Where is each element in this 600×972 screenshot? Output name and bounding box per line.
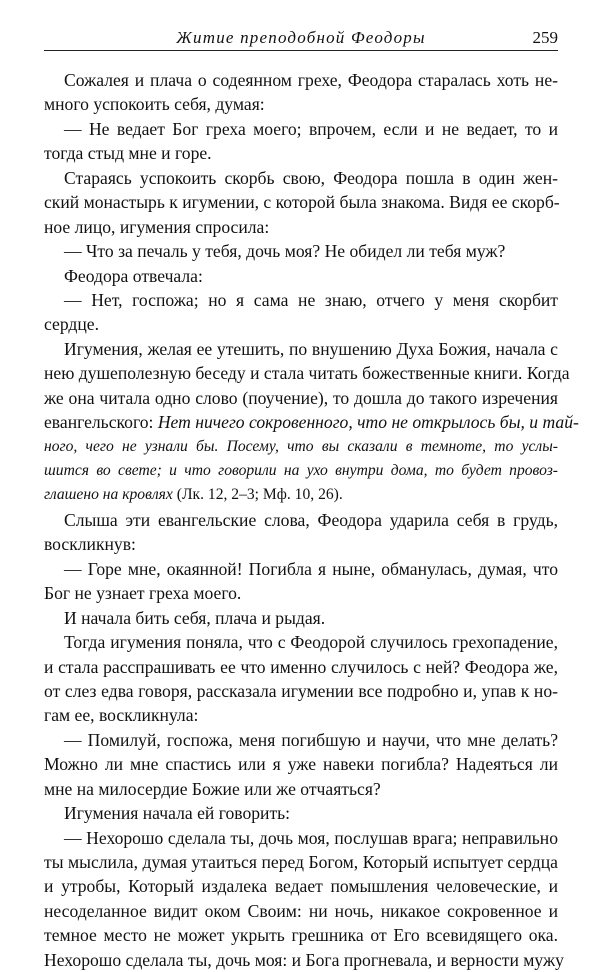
text-line — [44, 826, 558, 850]
running-title: Житие преподобной Феодоры — [176, 28, 426, 47]
text-line — [44, 361, 570, 385]
text-line — [44, 948, 564, 972]
text-line — [44, 899, 558, 923]
text-line — [44, 264, 558, 288]
text-span: Сожалея и плача о содеянном грехе, Феодора старалась хоть не- — [64, 70, 558, 90]
text-span: евангельского: — [44, 412, 158, 433]
text-span: Нехорошо сделала ты, дочь моя: и Бога прогневала, и верности мужу — [44, 949, 564, 970]
scripture-quote: глашено на кровлях — [44, 486, 173, 504]
text-line — [44, 435, 558, 459]
page-number: 259 — [532, 28, 558, 47]
running-header — [44, 28, 558, 51]
text-span: (Лк. 12, 2–3; Мф. 10, 26). — [172, 486, 343, 504]
text-line — [44, 679, 558, 703]
text-span: много успокоить себя, думая: — [44, 94, 265, 115]
text-line — [44, 777, 558, 801]
text-span: Можно ли мне спастись или я уже навеки погибла? Надеяться ли — [44, 754, 558, 775]
text-span: ский монастырь к игумении, с которой была знакома. Видя ее скорб- — [44, 192, 560, 213]
text-line — [44, 801, 558, 825]
text-span: нею душеполезную беседу и стала читать божественные книги. Когда — [44, 363, 570, 384]
text-line — [44, 703, 558, 727]
text-span: Игумения начала ей говорить: — [64, 803, 291, 824]
text-line — [44, 68, 558, 92]
text-span: — Нет, госпожа; но я сама не знаю, отчего у меня скорбит — [64, 289, 558, 310]
text-line — [44, 483, 558, 507]
text-span: Феодора отвечала: — [64, 265, 203, 286]
scripture-quote: ного, чего не узнали бы. Посему, что вы сказали в темноте, то услы- — [44, 437, 558, 455]
text-span: — Не ведает Бог греха моего; впрочем, если и не ведает, то и — [64, 118, 558, 139]
text-line — [44, 630, 558, 654]
text-line — [44, 874, 558, 898]
text-line — [44, 752, 558, 776]
text-span: воскликнув: — [44, 534, 136, 555]
text-span: ное лицо, игумения спросила: — [44, 216, 270, 237]
text-span: же она читала одно слово (поучение), то дошла до такого изречения — [44, 387, 558, 408]
text-line — [44, 312, 558, 336]
text-line — [44, 288, 558, 312]
scripture-quote: Нет ничего сокровенного, что не открылось бы, и тай- — [157, 412, 579, 433]
text-span: и стала расспрашивать ее что именно случилось с ней? Феодора же, — [44, 656, 558, 677]
text-line — [44, 337, 558, 361]
text-span: несоделанное видит оком Своим: ни ночь, никакое сокровенное и — [44, 900, 558, 921]
text-line — [44, 606, 558, 630]
text-span: сердце. — [44, 314, 99, 335]
text-line — [44, 239, 558, 263]
text-span: Игумения, желая ее утешить, по внушению Духа Божия, начала с — [64, 338, 558, 359]
text-span: гам ее, воскликнула: — [44, 705, 199, 726]
text-span: от слез едва говоря, рассказала игумении все подробно и, упав к но- — [44, 680, 558, 701]
text-span: мне на милосердие Божие или же отчаяться? — [44, 778, 381, 799]
text-span: — Что за печаль у тебя, дочь моя? Не обидел ли тебя муж? — [64, 241, 506, 262]
text-line — [44, 557, 558, 581]
body-text — [44, 68, 579, 972]
text-span: — Помилуй, госпожа, меня погибшую и научи, что мне делать? — [64, 729, 558, 750]
text-line — [44, 215, 558, 239]
text-span: тогда стыд мне и горе. — [44, 143, 212, 164]
text-span: темное место не может укрыть грешника от Его всевидящего ока. — [44, 925, 558, 946]
text-span: ты мыслила, думая утаиться перед Богом, Который испытует сердца — [44, 852, 558, 872]
text-line — [44, 141, 558, 165]
text-span: — Нехорошо сделала ты, дочь моя, послушав врага; неправильно — [64, 827, 558, 848]
text-span: Тогда игумения поняла, что с Феодорой случилось грехопадение, — [64, 632, 558, 653]
text-line — [44, 410, 579, 434]
text-line — [44, 508, 558, 532]
text-span: Бог не узнает греха моего. — [44, 583, 242, 604]
text-span: — Горе мне, окаянной! Погибла я ныне, обманулась, думая, что — [64, 558, 558, 579]
text-line — [44, 190, 558, 214]
text-span: И начала бить себя, плача и рыдая. — [64, 607, 326, 628]
text-span: Стараясь успокоить скорбь свою, Феодора пошла в один жен- — [64, 167, 558, 188]
text-line — [44, 166, 558, 190]
text-line — [44, 459, 558, 483]
text-line — [44, 923, 558, 947]
text-line — [44, 532, 558, 556]
scripture-quote: шится во свете; и что говорили на ухо внутри дома, то будет провоз- — [44, 462, 558, 479]
text-line — [44, 655, 558, 679]
text-line — [44, 728, 558, 752]
text-line — [44, 117, 558, 141]
text-line — [44, 386, 558, 410]
text-line — [44, 581, 558, 605]
text-line — [44, 850, 558, 874]
text-span: Слыша эти евангельские слова, Феодора ударила себя в грудь, — [64, 509, 558, 530]
text-line — [44, 92, 558, 116]
text-span: и утробы, Который издалека ведает помышления человеческие, и — [44, 876, 558, 897]
